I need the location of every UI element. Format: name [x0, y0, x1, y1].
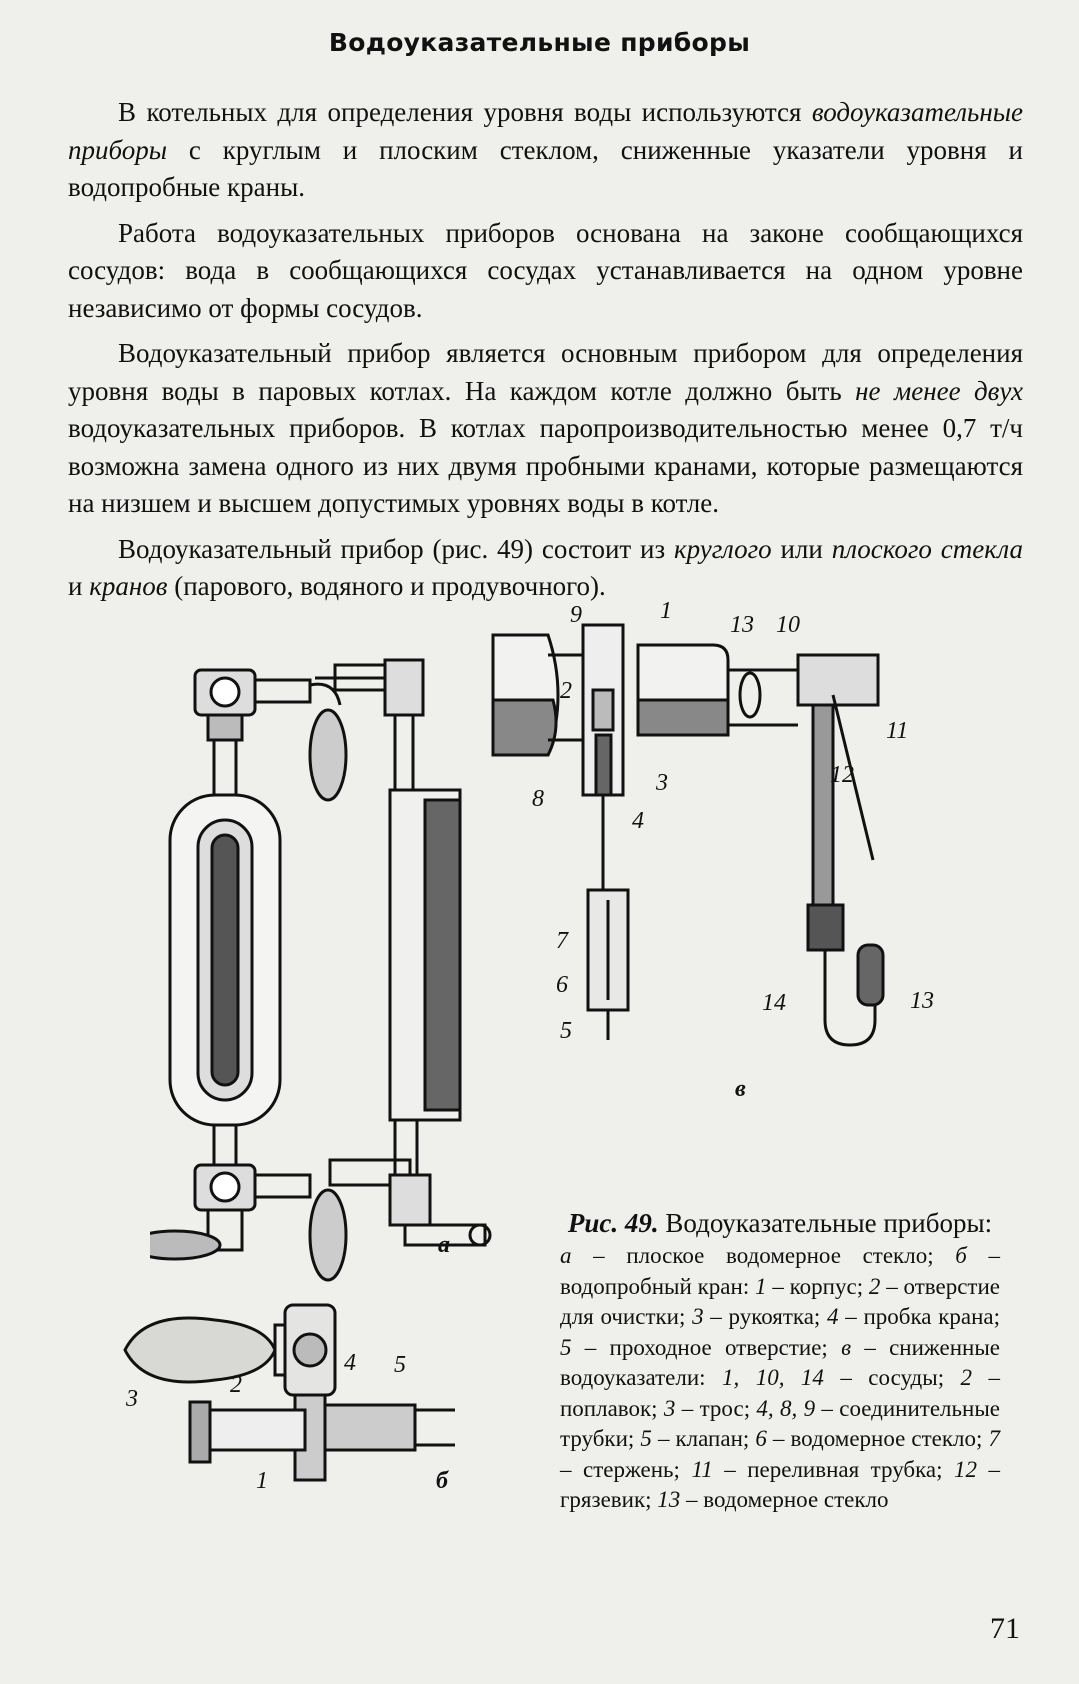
figure-v-drawing	[488, 600, 958, 1070]
callout-v-6: 6	[556, 972, 568, 998]
callout-v-12: 12	[830, 762, 854, 788]
figure-letter-a: а	[438, 1232, 450, 1258]
figure-b-test-cock	[115, 1290, 465, 1520]
callout-v-8: 8	[532, 786, 544, 812]
figure-b-drawing	[115, 1290, 465, 1520]
callout-v-9: 9	[570, 602, 582, 628]
callout-b-4: 4	[344, 1350, 356, 1376]
figure-v-remote-indicators	[488, 600, 958, 1070]
paragraph-3: Водоуказательный прибор является основным прибором для определения уровня воды в паровых котлах. На каждом котле должно быть не менее двух водоуказательных приборов. В котлах паропроизводительностью менее 0,7 т/ч возможна замена одного из них двумя пробными кранами, которые размещаются на низшем и высшем допустимых уровнях воды в котле.	[68, 338, 1024, 518]
paragraph-4: Водоуказательный прибор (рис. 49) состоит из круглого или плоского стекла и кранов (парового, водяного и продувочного).	[68, 533, 1023, 601]
figure-caption	[560, 1208, 1000, 1516]
section-heading: Водоуказательные приборы	[328, 28, 751, 57]
caption-legend: а – плоское водомерное стекло; б – водопробный кран: 1 – корпус; 2 – отверстие для очистки; 3 – рукоятка; 4 – пробка крана; 5 – проходное отверстие; в – сниженные водоуказатели: 1, 10, 14 – сосуды; 2 – поплавок; 3 – трос; 4, 8, 9 – соединительные трубки; 5 – клапан; 6 – водомерное стекло; 7 – стержень; 11 – переливная трубка; 12 – грязевик; 13 – водомерное стекло	[560, 1243, 1001, 1512]
paragraph-1: В котельных для определения уровня воды используются водоуказательные приборы с круглым и плоским стеклом, сниженные указатели уровня и водопробные краны.	[68, 97, 1023, 202]
callout-v-11: 11	[886, 718, 909, 744]
callout-v-4: 4	[632, 808, 644, 834]
callout-v-13-top: 13	[730, 612, 754, 638]
callout-v-10: 10	[776, 612, 800, 638]
callout-v-1: 1	[660, 598, 672, 624]
body-text	[68, 94, 1023, 614]
callout-v-2: 2	[560, 678, 572, 704]
callout-v-3: 3	[656, 770, 668, 796]
callout-b-1: 1	[256, 1468, 268, 1494]
figure-letter-v: в	[735, 1076, 746, 1102]
figure-letter-b: б	[436, 1468, 448, 1494]
callout-v-7: 7	[556, 928, 568, 954]
callout-v-13-bottom: 13	[910, 988, 934, 1014]
figure-a-drawing	[150, 650, 530, 1300]
callout-v-5: 5	[560, 1018, 572, 1044]
page-number: 71	[990, 1612, 1020, 1645]
callout-v-14: 14	[762, 990, 786, 1016]
paragraph-2: Работа водоуказательных приборов основана на законе сообщающихся сосудов: вода в сообщающихся сосудах устанавливается на одном уровне независимо от формы сосудов.	[68, 217, 1023, 323]
figure-a-flat-gauge-glass	[150, 650, 530, 1300]
callout-b-5: 5	[394, 1352, 406, 1378]
callout-b-3: 3	[126, 1386, 138, 1412]
caption-title: Рис. 49. Водоуказательные приборы:	[567, 1208, 993, 1238]
callout-b-2: 2	[230, 1372, 242, 1398]
